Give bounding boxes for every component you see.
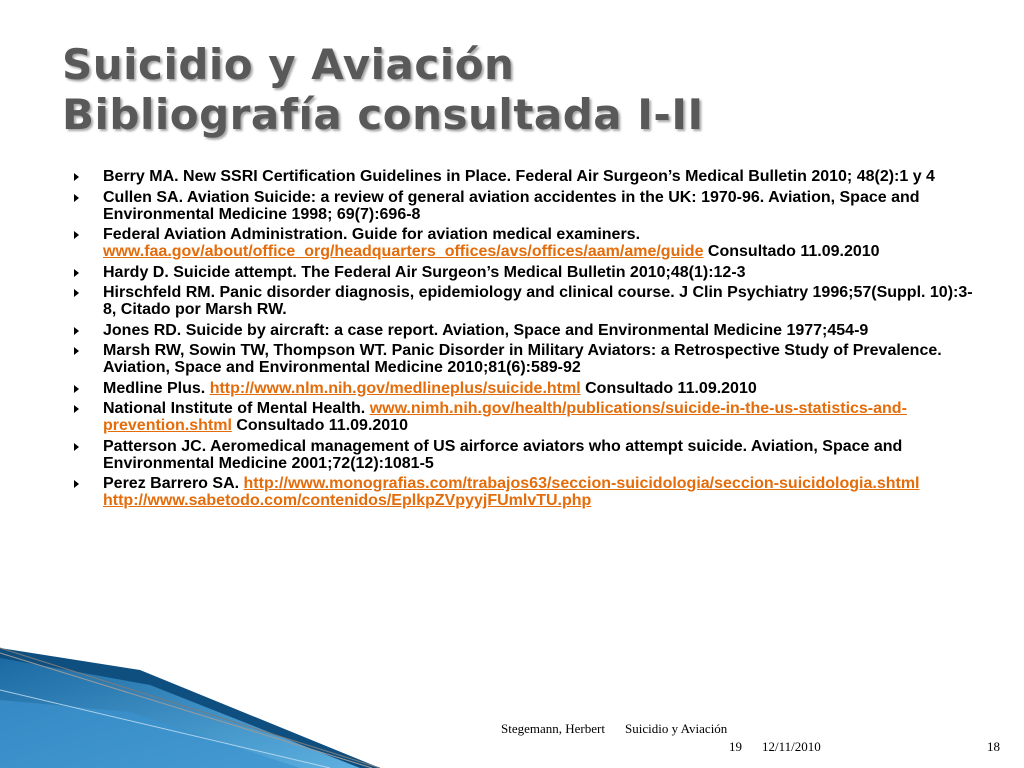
triangle-bullet-icon [74,289,79,297]
reference-item [74,342,974,376]
footer-page-number: 18 [987,739,1000,754]
reference-text: Patterson JC. Aeromedical management of US airforce aviators who attempt suicide. Aviation, Space and Environmental Medicine 2001;72(12):1081-5 [103,437,903,472]
reference-link[interactable]: www.nimh.nih.gov/health/publications/suicide-in-the-us-statistics-and-prevention.shtml [103,400,907,434]
triangle-bullet-icon [74,173,79,181]
reference-text: Berry MA. New SSRI Certification Guidelines in Place. Federal Air Surgeon’s Medical Bulletin 2010; 48(2):1 y 4 [103,168,935,185]
reference-text: Consultado 11.09.2010 [231,417,408,434]
footer-topic: Suicidio y Aviación [625,721,728,736]
footer-date: 12/11/2010 [762,739,821,754]
reference-text: Hirschfeld RM. Panic disorder diagnosis, epidemiology and clinical course. J Clin Psychiatry 1996;57(Suppl. 10):3-8, Citado por Marsh RW. [103,284,973,318]
triangle-bullet-icon [74,347,79,355]
title-line-1: Suicidio y Aviación [62,40,515,89]
slide-title [62,40,704,140]
title-line-2: Bibliografía consultada I-II [62,90,704,139]
reference-item [74,264,974,281]
reference-text: Medline Plus. [103,379,210,397]
triangle-bullet-icon [74,194,79,202]
triangle-bullet-icon [74,231,79,239]
reference-list [74,168,974,513]
triangle-bullet-icon [74,385,79,393]
reference-item [74,400,974,434]
reference-item [74,226,974,260]
reference-link[interactable]: http://www.nlm.nih.gov/medlineplus/suicide.html [209,379,581,397]
reference-item [74,189,974,223]
reference-text: Marsh RW, Sowin TW, Thompson WT. Panic Disorder in Military Aviators: a Retrospective Study of Prevalence. Aviation, Space and Environmental Medicine 2010;81(6):589-92 [103,342,942,376]
triangle-bullet-icon [74,405,79,413]
triangle-bullet-icon [74,327,79,335]
reference-text: Hardy D. Suicide attempt. The Federal Air Surgeon’s Medical Bulletin 2010;48(1):12-3 [103,263,746,281]
reference-item [74,475,974,509]
triangle-bullet-icon [74,443,79,451]
reference-text: Perez Barrero SA. [103,475,244,492]
reference-link[interactable]: www.faa.gov/about/office_org/headquarters_offices/avs/offices/aam/ame/guide [103,243,704,260]
reference-text: National Institute of Mental Health. [103,400,370,417]
reference-text: Consultado 11.09.2010 [703,243,880,260]
triangle-bullet-icon [74,480,79,488]
reference-item [74,438,974,472]
reference-link[interactable]: http://www.monografias.com/trabajos63/seccion-suicidologia/seccion-suicidologia.shtml [243,475,920,492]
footer-number: 19 [729,739,742,754]
reference-text: Consultado 11.09.2010 [580,379,757,397]
triangle-bullet-icon [74,269,79,277]
reference-text: Jones RD. Suicide by aircraft: a case report. Aviation, Space and Environmental Medicine 1977;454-9 [103,321,869,339]
reference-item [74,284,974,318]
footer-author: Stegemann, Herbert [501,721,605,736]
reference-item [74,380,974,397]
reference-text: Cullen SA. Aviation Suicide: a review of general aviation accidentes in the UK: 1970-96. Aviation, Space and Environmental Medicine 1998; 69(7):696-8 [103,188,920,223]
reference-item [74,168,974,185]
reference-text: Federal Aviation Administration. Guide for aviation medical examiners. [103,226,641,243]
reference-item [74,322,974,339]
reference-link[interactable]: http://www.sabetodo.com/contenidos/EplkpZVpyyjFUmlvTU.php [103,492,592,509]
